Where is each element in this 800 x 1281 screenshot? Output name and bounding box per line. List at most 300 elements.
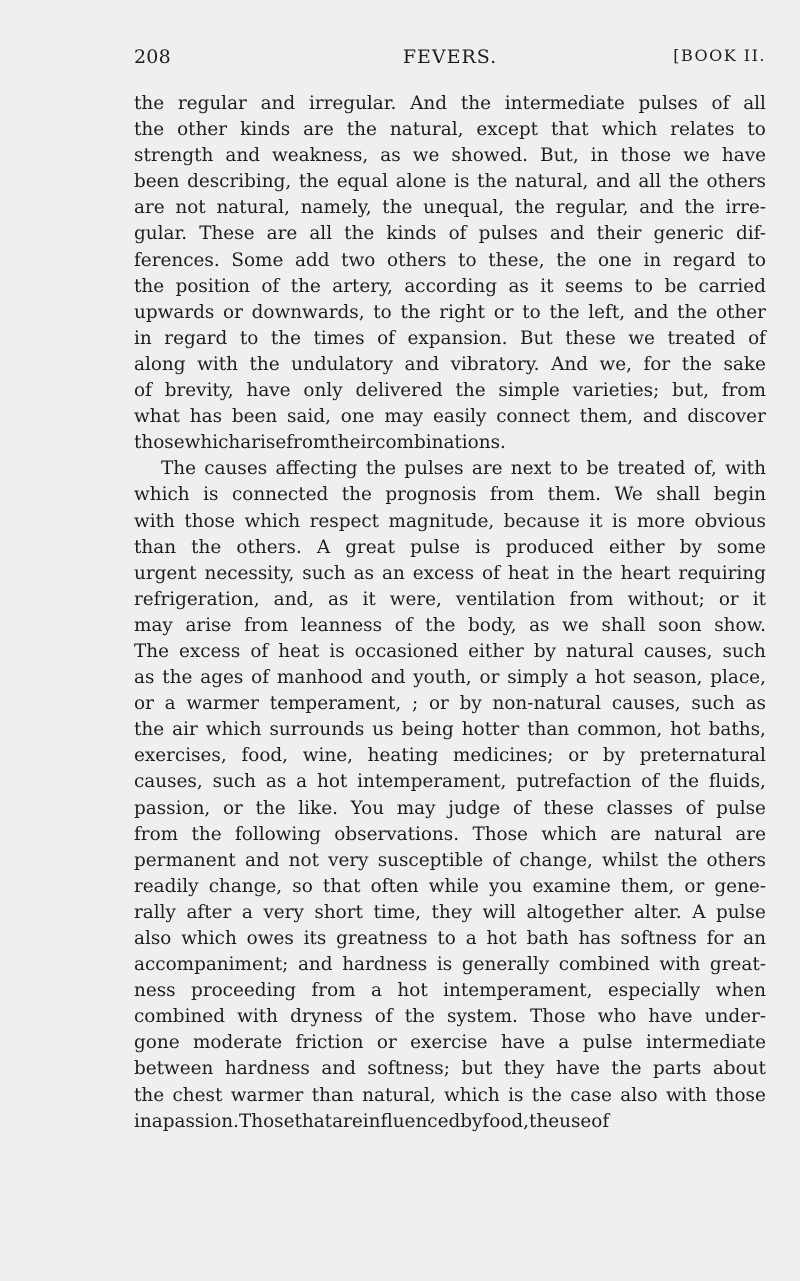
text-word: heat <box>278 640 320 662</box>
text-word: in <box>134 1110 152 1132</box>
text-line <box>134 404 766 430</box>
text-word: heating <box>367 745 439 767</box>
text-word: and <box>370 667 406 689</box>
text-word: Those <box>238 1110 295 1132</box>
text-word: also <box>620 1084 658 1106</box>
text-line <box>134 482 766 508</box>
text-word: and <box>260 93 296 114</box>
text-word: of, <box>693 458 717 480</box>
text-word: next <box>510 458 552 480</box>
text-word: warmer <box>230 1084 304 1106</box>
text-word: not <box>175 197 206 219</box>
text-word: in <box>556 562 575 584</box>
text-word: great <box>345 536 396 558</box>
text-word: a <box>164 693 176 715</box>
text-word: the <box>134 275 165 297</box>
text-line <box>134 274 766 300</box>
text-word: which <box>181 928 237 949</box>
text-word: such <box>722 640 766 662</box>
text-word: causes <box>204 458 268 480</box>
text-word: so <box>292 875 313 897</box>
text-word: the <box>290 275 321 297</box>
text-line <box>134 613 766 639</box>
text-line <box>134 848 766 874</box>
text-word: of <box>492 849 511 871</box>
text-word: others <box>387 249 447 271</box>
text-word: which <box>184 432 241 454</box>
text-word: may <box>134 614 173 636</box>
text-word: may <box>396 797 436 819</box>
text-word: are <box>471 458 503 480</box>
text-word: more <box>636 510 685 532</box>
paragraph <box>134 456 766 1134</box>
text-word: those <box>184 510 235 532</box>
text-line <box>134 665 766 691</box>
text-word: being <box>401 719 454 741</box>
text-word: as <box>353 562 375 584</box>
text-word: owes <box>246 928 294 949</box>
text-line <box>134 169 766 195</box>
text-word: parts <box>653 1058 702 1080</box>
text-word: are <box>134 197 165 219</box>
text-word: the <box>460 93 491 114</box>
text-word: natural, <box>216 197 290 219</box>
text-word: undulatory <box>291 353 393 375</box>
text-word: of <box>711 93 730 114</box>
text-word: We <box>614 484 643 506</box>
text-word: by <box>533 640 557 662</box>
text-word: after <box>186 901 232 923</box>
text-word: natural, <box>362 1084 436 1106</box>
text-word: or <box>428 693 449 715</box>
text-word: causes, <box>611 693 681 715</box>
text-word: they <box>431 901 472 923</box>
text-word: of <box>591 1110 610 1132</box>
text-word: what <box>134 406 180 428</box>
text-word: either <box>608 536 665 558</box>
text-line <box>134 300 766 326</box>
text-word: artery, <box>332 275 393 297</box>
text-word: with <box>237 1006 278 1028</box>
text-word: and, <box>273 588 315 610</box>
text-word: excess <box>412 562 475 584</box>
text-word: time, <box>373 901 421 923</box>
text-word: obvious <box>694 510 766 532</box>
text-word: the <box>382 197 413 219</box>
text-word: we <box>562 614 589 636</box>
book-reference: [BOOK II. <box>673 46 766 65</box>
text-word: of <box>134 380 152 402</box>
text-word: only <box>303 380 343 402</box>
text-word: we <box>683 145 710 167</box>
text-word: we <box>412 145 440 167</box>
text-word: who <box>597 1006 637 1028</box>
text-line <box>134 952 766 978</box>
text-word: which <box>541 823 597 845</box>
text-word: by <box>459 693 482 715</box>
text-word: it <box>589 510 603 532</box>
text-word: generic <box>653 223 724 245</box>
text-word: soon <box>658 614 702 636</box>
text-word: not <box>288 849 319 871</box>
text-word: classes <box>606 797 673 819</box>
text-word: susceptible <box>377 849 484 871</box>
text-line <box>134 1056 766 1082</box>
text-word: may <box>384 406 424 428</box>
text-word: we <box>628 327 655 349</box>
text-word: These <box>199 223 255 245</box>
text-word: permanent <box>134 849 236 871</box>
text-word: pulses <box>478 223 538 245</box>
text-word: medicines; <box>452 745 554 767</box>
text-word: change, <box>208 875 283 897</box>
text-word: pulse <box>716 901 766 923</box>
text-word: have <box>721 145 766 167</box>
text-word: But, <box>540 145 579 167</box>
text-word: the <box>191 823 222 845</box>
text-word: and <box>404 353 440 375</box>
text-word: other <box>177 119 228 141</box>
text-word: preternatural <box>639 745 766 767</box>
text-word: such <box>302 562 346 584</box>
text-word: delivered <box>355 380 443 402</box>
text-word: warmer <box>186 693 259 715</box>
text-word: the <box>270 327 301 349</box>
text-word: use <box>559 1110 592 1132</box>
text-word: intemperament, <box>357 771 507 793</box>
text-word: putrefaction <box>516 771 632 793</box>
text-word: as <box>529 614 550 636</box>
text-word: their <box>596 223 642 245</box>
text-word: gular. <box>134 223 188 245</box>
text-word: carried <box>698 275 766 297</box>
text-word: ness <box>134 980 176 1002</box>
text-word: to <box>747 119 766 141</box>
text-word: brevity, <box>164 380 234 402</box>
text-word: them. <box>547 484 601 506</box>
text-line <box>134 248 766 274</box>
text-word: altogether <box>526 901 624 923</box>
text-line <box>134 874 766 900</box>
text-word: were, <box>389 588 442 610</box>
text-word: the <box>191 536 222 558</box>
text-word: the <box>400 301 431 323</box>
text-word: the <box>677 301 708 323</box>
text-word: prognosis <box>385 484 477 506</box>
text-word: the <box>346 119 377 141</box>
text-line <box>134 978 766 1004</box>
text-word: than <box>134 536 177 558</box>
text-word: air <box>172 719 198 741</box>
text-word: by <box>460 1110 483 1132</box>
text-word: a <box>465 928 477 949</box>
text-word: of <box>394 614 413 636</box>
text-word: and <box>225 145 260 167</box>
text-word: others <box>706 849 766 871</box>
text-word: treated <box>667 327 736 349</box>
text-word: case <box>570 1084 612 1106</box>
text-line <box>134 535 766 561</box>
text-word: are <box>610 823 641 845</box>
text-word: or <box>222 797 243 819</box>
text-word: an <box>743 928 766 949</box>
text-word: ; <box>412 693 419 715</box>
text-word: in <box>134 327 152 349</box>
text-word: the <box>365 458 396 480</box>
text-word: equal <box>336 171 389 193</box>
text-word: The <box>134 640 169 662</box>
text-line <box>134 326 766 352</box>
text-word: they <box>503 1058 545 1080</box>
text-word: as <box>380 145 401 167</box>
text-line <box>134 456 766 482</box>
text-word: and <box>639 197 674 219</box>
text-word: hardness <box>342 954 428 976</box>
text-line <box>134 1083 766 1109</box>
text-word: connected <box>231 484 329 506</box>
text-word: is <box>203 484 219 506</box>
text-word: such <box>212 771 257 793</box>
text-word: strength <box>134 145 214 167</box>
text-word: have <box>648 1006 693 1028</box>
text-word: intemperament, <box>443 980 593 1002</box>
text-word: times <box>313 327 365 349</box>
text-word: except <box>476 119 539 141</box>
text-word: readily <box>134 875 199 897</box>
text-word: affecting <box>275 458 358 480</box>
text-word: dryness <box>290 1006 363 1028</box>
text-word: hotter <box>461 719 520 741</box>
text-word: ages <box>200 667 244 689</box>
text-word: the <box>477 171 508 193</box>
text-word: discover <box>687 406 766 428</box>
text-word: or <box>223 301 243 323</box>
text-word: have <box>246 380 291 402</box>
text-word: than <box>527 719 570 741</box>
text-line <box>134 117 766 143</box>
text-word: respect <box>309 510 380 532</box>
text-word: or <box>376 1032 397 1054</box>
text-word: especially <box>607 980 701 1002</box>
text-word: greatness <box>336 928 428 949</box>
text-word: begin <box>713 484 766 506</box>
text-line <box>134 822 766 848</box>
text-word: as <box>265 771 287 793</box>
text-word: have <box>555 1058 600 1080</box>
text-line <box>134 717 766 743</box>
text-word: that <box>322 875 361 897</box>
text-line <box>134 91 766 117</box>
text-word: natural <box>566 640 634 662</box>
text-word: as <box>134 667 155 689</box>
text-word: all <box>638 171 662 193</box>
text-word: the <box>514 197 545 219</box>
text-word: about <box>712 1058 766 1080</box>
text-word: to <box>239 327 259 349</box>
text-word: and <box>596 171 631 193</box>
text-word: leanness <box>300 614 383 636</box>
text-word: to <box>634 275 654 297</box>
page-number: 208 <box>134 46 171 68</box>
text-word: heart <box>620 562 671 584</box>
text-word: show. <box>714 614 766 636</box>
text-word: from <box>286 432 331 454</box>
text-word: examine <box>532 875 611 897</box>
text-line <box>134 639 766 665</box>
text-word: place, <box>710 667 766 689</box>
text-word: arise <box>185 614 232 636</box>
text-word: its <box>303 928 327 949</box>
text-word: a <box>371 980 382 1002</box>
text-word: causes, <box>134 771 203 793</box>
text-word: from <box>134 823 179 845</box>
text-line <box>134 1109 766 1135</box>
text-word: which <box>134 484 190 506</box>
text-line <box>134 195 766 221</box>
text-word: showed. <box>451 145 529 167</box>
text-word: natural <box>654 823 722 845</box>
text-word: left, <box>588 301 626 323</box>
text-word: are <box>266 223 298 245</box>
text-word: or <box>493 301 514 323</box>
text-word: these <box>565 327 616 349</box>
text-word: between <box>134 1058 214 1080</box>
text-word: the <box>134 719 165 741</box>
text-word: a <box>575 667 587 689</box>
text-word: with <box>134 510 175 532</box>
text-word: two <box>341 249 376 271</box>
text-word: the <box>611 1058 642 1080</box>
text-word: you <box>489 875 523 897</box>
text-word: with <box>725 458 766 480</box>
text-word: the <box>681 353 712 375</box>
text-word: intermediate <box>504 93 625 114</box>
text-word: simple <box>498 380 560 402</box>
text-word: and <box>297 954 333 976</box>
text-word: youth, <box>413 667 472 689</box>
text-word: great- <box>709 954 766 976</box>
text-word: unequal, <box>423 197 505 219</box>
text-word: easily <box>432 406 487 428</box>
text-word: is <box>329 640 345 662</box>
text-word: their <box>330 432 376 454</box>
text-word: some <box>717 536 766 558</box>
text-word: because <box>503 510 580 532</box>
text-word: change, <box>519 849 593 871</box>
text-word: hot <box>594 667 626 689</box>
text-word: as <box>508 275 529 297</box>
text-word: magnitude, <box>388 510 495 532</box>
text-word: be <box>664 275 688 297</box>
text-word: kinds <box>386 223 437 245</box>
text-word: is <box>612 510 628 532</box>
page-header <box>134 46 766 76</box>
text-word: causes, <box>643 640 713 662</box>
text-word: intermediate <box>645 1032 766 1054</box>
text-word: ventilation <box>455 588 556 610</box>
text-word: following <box>234 823 321 845</box>
running-title: FEVERS. <box>402 46 498 68</box>
text-word: also <box>134 928 172 949</box>
text-word: short <box>314 901 363 923</box>
text-word: all <box>309 223 333 245</box>
text-word: observations. <box>334 823 460 845</box>
text-word: hardness <box>224 1058 310 1080</box>
text-word: arise <box>240 432 287 454</box>
text-word: we, <box>599 353 632 375</box>
text-word: regard <box>164 327 228 349</box>
text-word: the <box>162 667 193 689</box>
text-line <box>134 143 766 169</box>
text-word: others <box>706 171 766 193</box>
text-word: wine, <box>302 745 353 767</box>
text-line <box>134 900 766 926</box>
text-word: combinations. <box>375 432 506 454</box>
text-word: pulses <box>638 93 698 114</box>
text-word: A <box>316 536 331 558</box>
text-word: is <box>475 536 491 558</box>
text-word: which <box>205 719 262 741</box>
text-word: Some <box>231 249 284 271</box>
text-word: those <box>715 1084 766 1106</box>
text-word: generally <box>461 954 550 976</box>
text-word: chest <box>172 1084 223 1106</box>
text-word: very <box>328 849 369 871</box>
text-word: from <box>489 484 535 506</box>
text-word: connect <box>496 406 570 428</box>
text-word: that <box>551 119 589 141</box>
text-word: said, <box>287 406 331 428</box>
text-word: passion, <box>134 797 211 819</box>
text-word: while <box>428 875 479 897</box>
text-word: baths, <box>708 719 766 741</box>
text-word: or <box>684 875 705 897</box>
text-word: have <box>500 1032 546 1054</box>
text-word: like. <box>298 797 338 819</box>
text-word: heat <box>507 562 549 584</box>
text-word: seems <box>565 275 624 297</box>
text-word: right <box>439 301 485 323</box>
text-word: the <box>341 484 372 506</box>
text-word: of <box>261 275 280 297</box>
text-word: with <box>197 353 238 375</box>
text-line <box>134 926 766 952</box>
text-word: namely, <box>300 197 372 219</box>
text-word: passion. <box>162 1110 239 1132</box>
text-word: it <box>362 588 376 610</box>
text-word: without; <box>627 588 705 610</box>
text-line <box>134 561 766 587</box>
text-word: of <box>251 667 270 689</box>
text-word: the <box>134 93 165 114</box>
text-word: shall <box>601 614 646 636</box>
text-word: the <box>556 249 587 271</box>
text-word: a <box>151 1110 163 1132</box>
text-word: from <box>311 980 356 1002</box>
text-word: the <box>684 197 715 219</box>
text-word: pulse <box>716 797 766 819</box>
text-word: one <box>340 406 375 428</box>
text-word: of <box>641 771 659 793</box>
text-word: judge <box>448 797 501 819</box>
text-word: by <box>602 745 625 767</box>
text-word: regard <box>672 249 736 271</box>
text-line <box>134 796 766 822</box>
text-word: others. <box>236 536 302 558</box>
text-word: of <box>512 797 531 819</box>
text-word: the <box>425 614 456 636</box>
text-word: the <box>582 562 613 584</box>
